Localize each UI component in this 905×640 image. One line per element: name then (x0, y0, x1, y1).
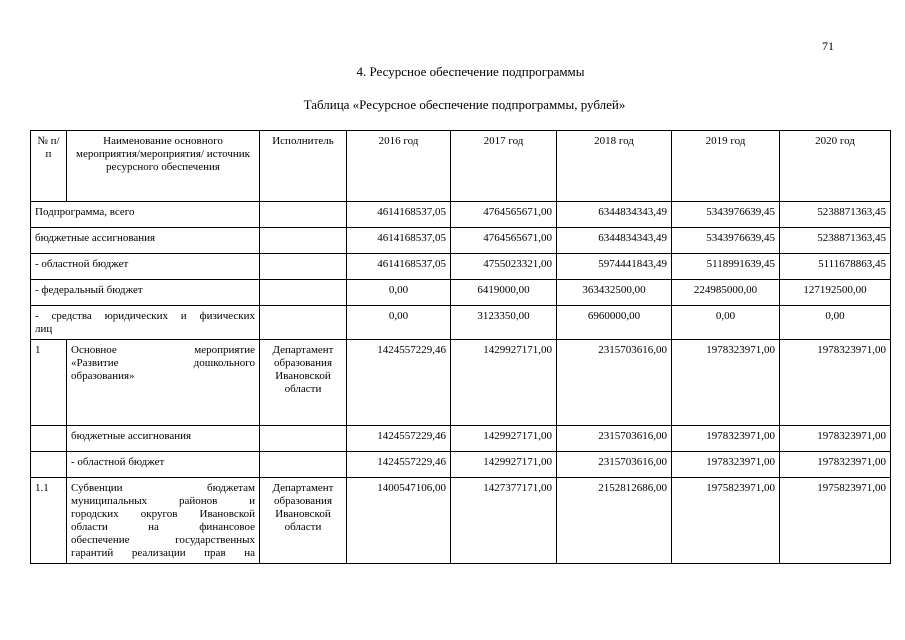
row-label (67, 478, 260, 564)
value-2016: 0,00 (347, 280, 451, 306)
value-2017: 4755023321,00 (451, 254, 557, 280)
row-num: 1.1 (31, 478, 67, 564)
value-2017: 1429927171,00 (451, 452, 557, 478)
value-2016: 4614168537,05 (347, 202, 451, 228)
row-num: 1 (31, 340, 67, 426)
row-label: Подпрограмма, всего (31, 202, 260, 228)
value-2019: 1975823971,00 (672, 478, 780, 564)
header-name: Наименование основного мероприятия/мероприятия/ источник ресурсного обеспечения (67, 131, 260, 202)
row-label-line: обеспечение государственных (71, 534, 255, 546)
value-2016: 1424557229,46 (347, 340, 451, 426)
row-executor (260, 254, 347, 280)
value-2017: 6419000,00 (451, 280, 557, 306)
value-2018: 363432500,00 (557, 280, 672, 306)
row-executor: Департамент образования Ивановской области (260, 478, 347, 564)
table-row (31, 452, 891, 478)
value-2020: 5238871363,45 (780, 228, 891, 254)
table-row (31, 426, 891, 452)
row-label: бюджетные ассигнования (31, 228, 260, 254)
table-row (31, 340, 891, 426)
row-label (67, 340, 260, 426)
row-label: - областной бюджет (67, 452, 260, 478)
section-title: 4. Ресурсное обеспечение подпрограммы (356, 64, 585, 79)
row-label-line: лиц (35, 323, 53, 335)
table-row (31, 478, 891, 564)
row-executor: Департамент образования Ивановской области (260, 340, 347, 426)
value-2020: 1978323971,00 (780, 452, 891, 478)
value-2020: 0,00 (780, 306, 891, 340)
value-2017: 1429927171,00 (451, 426, 557, 452)
value-2020: 127192500,00 (780, 280, 891, 306)
value-2018: 6344834343,49 (557, 202, 672, 228)
row-executor (260, 202, 347, 228)
value-2019: 0,00 (672, 306, 780, 340)
value-2017: 1429927171,00 (451, 340, 557, 426)
value-2016: 0,00 (347, 306, 451, 340)
value-2017: 1427377171,00 (451, 478, 557, 564)
row-label: - областной бюджет (31, 254, 260, 280)
row-label-line: Основное мероприятие (71, 344, 255, 356)
value-2018: 6960000,00 (557, 306, 672, 340)
value-2019: 5343976639,45 (672, 228, 780, 254)
row-executor (260, 228, 347, 254)
value-2020: 5238871363,45 (780, 202, 891, 228)
value-2019: 5118991639,45 (672, 254, 780, 280)
table-row (31, 228, 891, 254)
row-label: бюджетные ассигнования (67, 426, 260, 452)
row-executor (260, 426, 347, 452)
value-2018: 6344834343,49 (557, 228, 672, 254)
value-2016: 4614168537,05 (347, 228, 451, 254)
row-executor (260, 452, 347, 478)
page-number: 71 (822, 39, 834, 53)
value-2017: 3123350,00 (451, 306, 557, 340)
value-2019: 1978323971,00 (672, 426, 780, 452)
value-2018: 2315703616,00 (557, 426, 672, 452)
value-2016: 1424557229,46 (347, 426, 451, 452)
table-row (31, 254, 891, 280)
table-title: Таблица «Ресурсное обеспечение подпрограммы, рублей» (303, 97, 626, 112)
header-row (31, 131, 891, 202)
row-label-line: - средства юридических и физических (35, 310, 255, 322)
row-label-line: Субвенции бюджетам (71, 482, 255, 494)
header-2017: 2017 год (451, 131, 557, 202)
value-2019: 1978323971,00 (672, 452, 780, 478)
resource-table (30, 130, 891, 564)
row-label: - федеральный бюджет (31, 280, 260, 306)
value-2018: 2315703616,00 (557, 340, 672, 426)
row-executor (260, 280, 347, 306)
header-executor: Исполнитель (260, 131, 347, 202)
row-label-line: образования» (71, 370, 135, 382)
table-row (31, 306, 891, 340)
row-label (31, 306, 260, 340)
value-2020: 1978323971,00 (780, 340, 891, 426)
row-num (31, 426, 67, 452)
value-2018: 2152812686,00 (557, 478, 672, 564)
header-2016: 2016 год (347, 131, 451, 202)
table-row (31, 202, 891, 228)
value-2016: 1424557229,46 (347, 452, 451, 478)
row-label-line: области на финансовое (71, 521, 255, 533)
row-label-line: гарантий реализации прав на (71, 547, 255, 559)
row-label-line: муниципальных районов и (71, 495, 255, 507)
value-2016: 1400547106,00 (347, 478, 451, 564)
value-2020: 5111678863,45 (780, 254, 891, 280)
value-2017: 4764565671,00 (451, 202, 557, 228)
header-2018: 2018 год (557, 131, 672, 202)
row-label-line: городских округов Ивановской (71, 508, 255, 520)
value-2017: 4764565671,00 (451, 228, 557, 254)
row-num (31, 452, 67, 478)
value-2019: 224985000,00 (672, 280, 780, 306)
value-2016: 4614168537,05 (347, 254, 451, 280)
row-executor (260, 306, 347, 340)
value-2018: 2315703616,00 (557, 452, 672, 478)
value-2018: 5974441843,49 (557, 254, 672, 280)
value-2020: 1975823971,00 (780, 478, 891, 564)
value-2019: 5343976639,45 (672, 202, 780, 228)
value-2019: 1978323971,00 (672, 340, 780, 426)
header-num: № п/п (31, 131, 67, 202)
header-2020: 2020 год (780, 131, 891, 202)
row-label-line: «Развитие дошкольного (71, 357, 255, 369)
header-2019: 2019 год (672, 131, 780, 202)
table-row (31, 280, 891, 306)
value-2020: 1978323971,00 (780, 426, 891, 452)
